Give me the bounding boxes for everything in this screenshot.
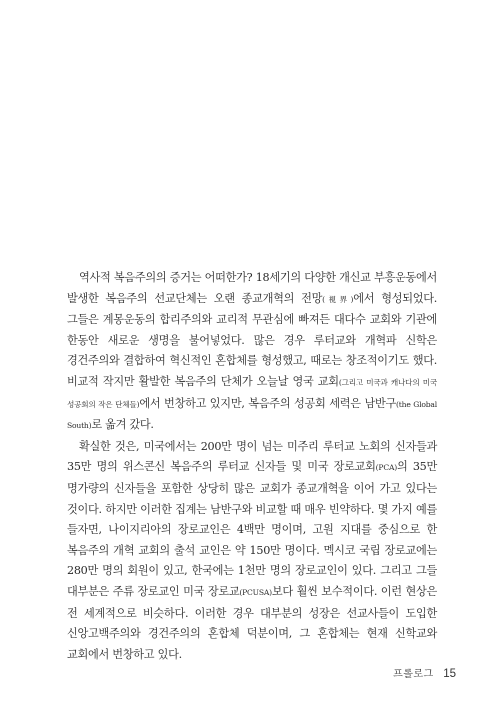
- paragraph-text: 역사적 복음주의의 증거는 어떠한가? 18세기의 다양한 개신교 부흥운동에서 발생한 복음주의 선교단체는 오랜 종교개혁의 전망: [67, 271, 437, 305]
- page-footer: [393, 665, 456, 680]
- inline-gloss: (그리고 미국과 캐나다의 미국 성공회의 작은 단체들): [67, 377, 437, 409]
- paragraph-2: [67, 437, 437, 666]
- paragraph-text: 에서 번창하고 있지만, 복음주의 성공회 세력은 남반구: [139, 396, 397, 410]
- paragraph-text: 에서 형성되었다. 그들은 계몽운동의 합리주의와 교리적 무관심에 빠져든 대다수 교회와 기관에 한동안 새로운 생명을 불어넣었다. 많은 경우 루터교와 개혁파 신학은 경건주의와 결합하여 혁신적인 혼합체를 형성했고, 때로는 창조적이기도 했다. 비교적 작지만 활발한 복음주의 단체가 오늘날 영국 교회: [67, 291, 437, 388]
- page-number: 15: [443, 668, 456, 680]
- inline-gloss: (PCA): [375, 463, 397, 473]
- paragraph-text: 의 35만 명가량의 신자들을 포함한 상당히 많은 교회가 종교개혁을 이어 가고 있다는 것이다. 하지만 이러한 집계는 남반구와 비교할 때 매우 빈약하다. 몇 가지 예를 들자면, 나이지리아의 장로교인은 4백만 명이며, 고원 지대를 중심으로 한 복음주의 개혁 교회의 출석 교인은 약 150만 명이다. 멕시코 국립 장로교에는 280만 명의 회원이 있고, 한국에는 1천만 명의 장로교인이 있다. 그리고 그들 대부분은 주류 장로교인 미국 장로교: [67, 460, 438, 598]
- paragraph-text: 확실한 것은, 미국에서는 200만 명이 넘는 미주리 루터교 노회의 신자들과 35만 명의 위스콘신 복음주의 루터교 신자들 및 미국 장로교회: [67, 439, 437, 474]
- paragraph-1: [67, 268, 437, 437]
- body-text: [67, 268, 437, 665]
- inline-gloss: (the Global South): [67, 399, 437, 431]
- paragraph-text: 보다 훨씬 보수적이다. 이런 현상은 전 세계적으로 비슷하다. 이러한 경우 대부분의 성장은 선교사들이 도입한 신앙고백주의와 경건주의의 혼합체 덕분이며, 그 혼합체는 현재 신학교와 교회에서 번창하고 있다.: [67, 584, 437, 661]
- inline-gloss: (PCUSA): [239, 587, 272, 597]
- inline-gloss: (視界): [322, 294, 354, 304]
- running-head-section: 프롤로그: [393, 669, 434, 680]
- paragraph-text: 로 옮겨 갔다.: [91, 418, 154, 432]
